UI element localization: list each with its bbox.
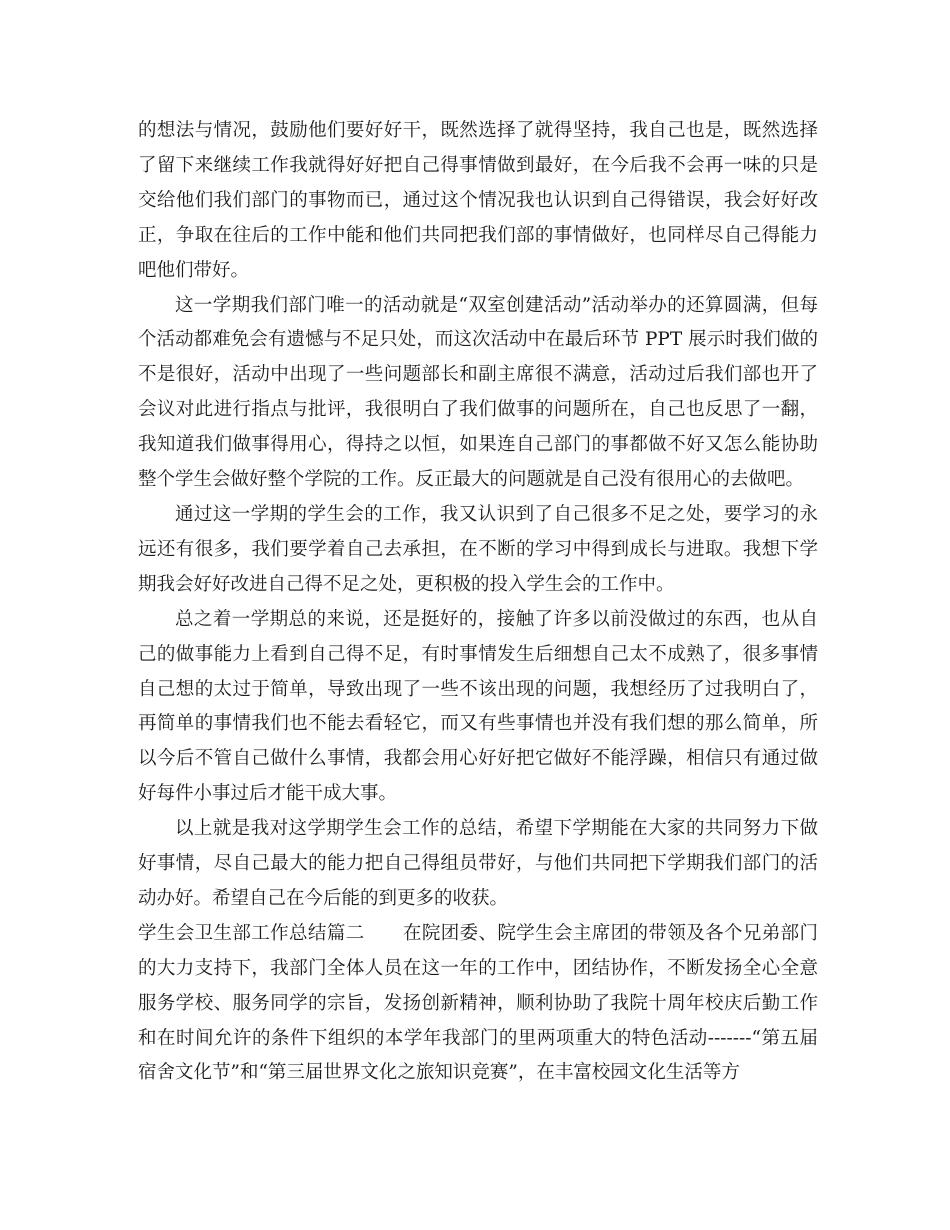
section-paragraph	[138, 917, 818, 1092]
paragraph-1: 的想法与情况，鼓励他们要好好干，既然选择了就得坚持，我自己也是，既然选择了留下来继续工作我就得好好把自己得事情做到最好，在今后我不会再一味的只是交给他们我们部门的事物而已，通过这个情况我也认识到自己得错误，我会好好改正，争取在往后的工作中能和他们共同把我们部的事情做好，也同样尽自己得能力吧他们带好。	[138, 120, 818, 281]
paragraph-3: 通过这一学期的学生会的工作，我又认识到了自己很多不足之处，要学习的永远还有很多，我们要学着自己去承担，在不断的学习中得到成长与进取。我想下学期我会好好改进自己得不足之处，更积极的投入学生会的工作中。	[138, 503, 818, 595]
paragraph-4: 总之着一学期总的来说，还是挺好的，接触了许多以前没做过的东西，也从自己的做事能力上看到自己得不足，有时事情发生后细想自己太不成熟了，很多事情自己想的太过于简单，导致出现了一些不该出现的问题，我想经历了过我明白了，再简单的事情我们也不能去看轻它，而又有些事情也并没有我们想的那么简单，所以今后不管自己做什么事情，我都会用心好好把它做好不能浮躁，相信只有通过做好每件小事过后才能干成大事。	[138, 608, 818, 805]
paragraph-5: 以上就是我对这学期学生会工作的总结，希望下学期能在大家的共同努力下做好事情，尽自己最大的能力把自己得组员带好，与他们共同把下学期我们部门的活动办好。希望自己在今后能的到更多的收获。	[138, 818, 818, 909]
section-title: 学生会卫生部工作总结篇二	[138, 922, 365, 944]
paragraph-2: 这一学期我们部门唯一的活动就是“双室创建活动”活动举办的还算圆满，但每个活动都难免会有遗憾与不足只处，而这次活动中在最后环节 PPT 展示时我们做的不是很好，活动中出现了一些问题部长和副主席很不满意，活动过后我们部也开了会议对此进行指点与批评，我很明白了我们做事的问题所在，自己也反思了一翻，我知道我们做事得用心，得持之以恒，如果连自己部门的事都做不好又怎么能协助整个学生会做好整个学院的工作。反正最大的问题就是自己没有很用心的去做吧。	[138, 294, 818, 491]
document-body	[138, 114, 818, 1091]
section-text: 在院团委、院学生会主席团的带领及各个兄弟部门的大力支持下，我部门全体人员在这一年的工作中，团结协作，不断发扬全心全意服务学校、服务同学的宗旨，发扬创新精神，顺利协助了我院十周年校庆后勤工作和在时间允许的条件下组织的本学年我部门的里两项重大的特色活动-------“第五届宿舍文化节”和“第三届世界文化之旅知识竞赛”，在丰富校园文化生活等方	[138, 922, 818, 1084]
